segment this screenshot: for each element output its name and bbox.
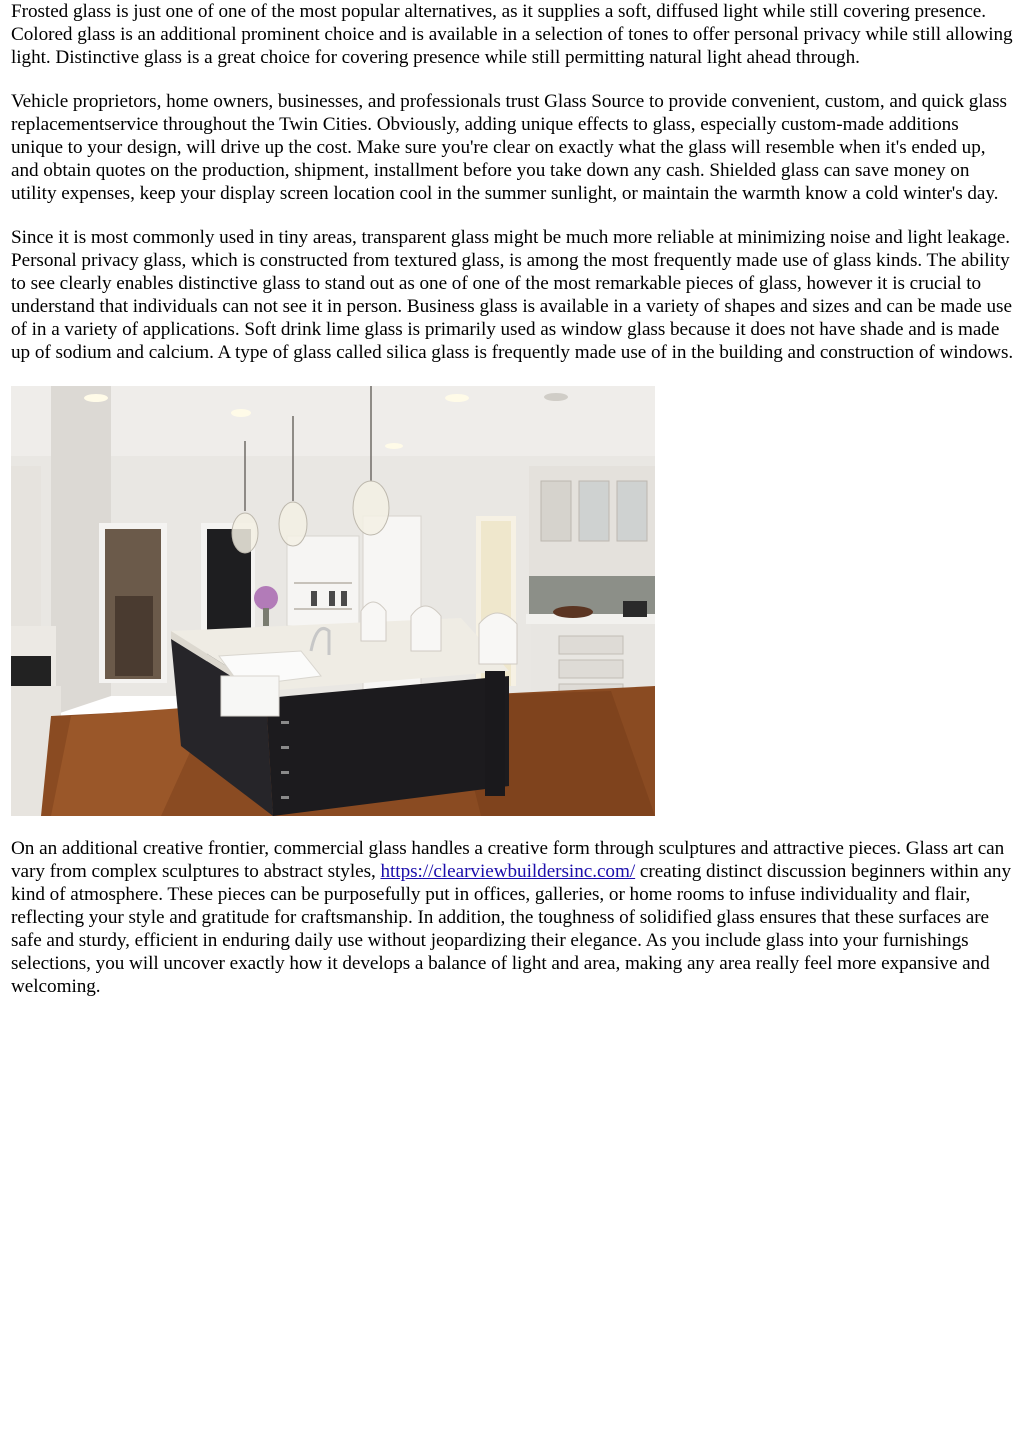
kitchen-photo bbox=[11, 386, 655, 816]
paragraph-creative-frontier bbox=[11, 837, 1015, 998]
paragraph-4-text-before-link: On an additional creative frontier, commercial glass handles a creative form through sculptures and attractive pieces. Glass art can vary from complex sculptures to abstract styles, bbox=[11, 838, 1005, 882]
paragraph-transparent-glass: Since it is most commonly used in tiny areas, transparent glass might be much more reliable at minimizing noise and light leakage. Personal privacy glass, which is constructed from textured glass, is among the most frequently made use of glass kinds. The ability to see clearly enables distinctive glass to stand out as one of one of the most remarkable pieces of glass, however it is crucial to understand that individuals can not see it in person. Business glass is available in a variety of shapes and sizes and can be made use of in a variety of applications. Soft drink lime glass is primarily used as window glass because it does not have shade and is made up of sodium and calcium. A type of glass called silica glass is frequently made use of in the building and construction of windows. bbox=[11, 227, 1014, 363]
paragraph-4-text-after-link: creating distinct discussion beginners within any kind of atmosphere. These pieces can be purposefully put in offices, galleries, or home rooms to infuse individuality and flair, reflecting your style and gratitude for craftsmanship. In addition, the toughness of solidified glass ensures that these surfaces are safe and sturdy, efficient in enduring daily use without jeopardizing their elegance. As you include glass into your furnishings selections, you will uncover exactly how it develops a balance of light and area, making any area really feel more expansive and welcoming. bbox=[11, 861, 1011, 997]
clearview-builders-link[interactable]: https://clearviewbuildersinc.com/ bbox=[380, 861, 636, 882]
paragraph-frosted-glass: Frosted glass is just one of one of the most popular alternatives, as it supplies a soft, diffused light while still covering presence. Colored glass is an additional prominent choice and is available in a selection of tones to offer personal privacy while still allowing light. Distinctive glass is a great choice for covering presence while still permitting natural light ahead through. bbox=[11, 1, 1013, 68]
article bbox=[11, 0, 1015, 998]
paragraph-vehicle-proprietors: Vehicle proprietors, home owners, businesses, and professionals trust Glass Source to provide convenient, custom, and quick glass replacementservice throughout the Twin Cities. Obviously, adding unique effects to glass, especially custom-made additions unique to your design, will drive up the cost. Make sure you're clear on exactly what the glass will resemble when it's ended up, and obtain quotes on the production, shipment, installment before you take down any cash. Shielded glass can save money on utility expenses, keep your display screen location cool in the summer sunlight, or maintain the warmth know a cold winter's day. bbox=[11, 91, 1007, 204]
